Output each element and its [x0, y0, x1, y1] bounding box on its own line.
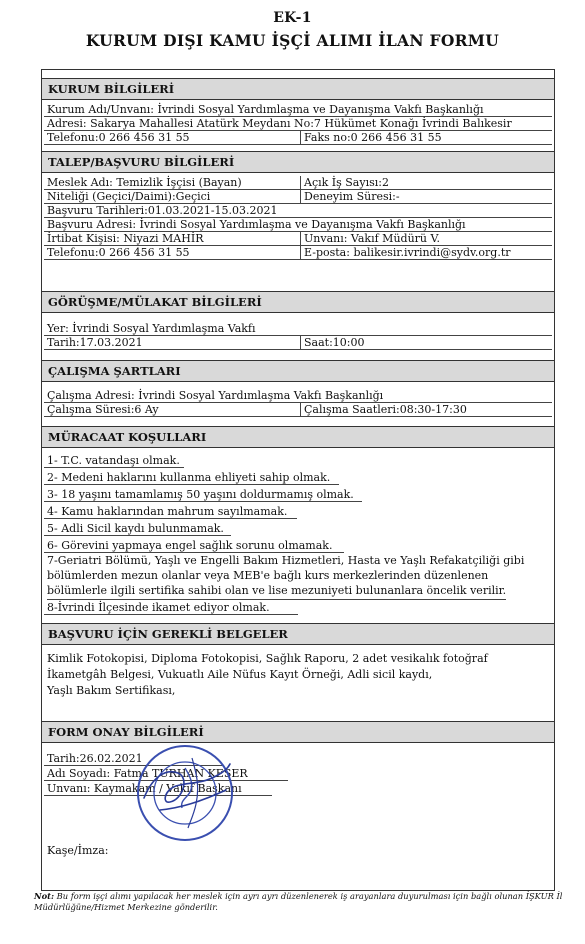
official-seal-signature: [130, 738, 240, 848]
kurum-adres: Adresi: Sakarya Mahallesi Atatürk Meydanı No:7 Hükümet Konağı İvrindi Balıkesir: [47, 117, 512, 130]
talep-tarihler: Başvuru Tarihleri:01.03.2021-15.03.2021: [47, 204, 278, 217]
calisma-adres-row: [44, 389, 552, 403]
form-table: [41, 69, 555, 891]
talep-niteligi: Niteliği (Geçici/Daimi):Geçici: [47, 190, 211, 203]
belgeler-line: İkametgâh Belgesi, Vukuatlı Aile Nüfus Kayıt Örneği, Adli sicil kaydı,: [47, 668, 433, 681]
calisma-adres: Çalışma Adresi: İvrindi Sosyal Yardımlaşma Vakfı Başkanlığı: [47, 389, 384, 402]
section-calisma-heading: ÇALIŞMA ŞARTLARI: [42, 360, 554, 382]
gorusme-tarih-row: [44, 336, 552, 350]
muracaat-item: 4- Kamu haklarından mahrum sayılmamak.: [44, 505, 297, 519]
section-muracaat-heading: MÜRACAAT KOŞULLARI: [42, 426, 554, 448]
talep-nitelik-row: [44, 190, 552, 204]
muracaat-item-7-line: bölümlerden mezun olanlar veya MEB'e bağlı kurs merkezlerinden düzenlenen: [47, 569, 489, 582]
belgeler-line: Yaşlı Bakım Sertifikası,: [47, 684, 176, 697]
muracaat-item-7-line: 7-Geriatri Bölümü, Yaşlı ve Engelli Bakım Hizmetleri, Hasta ve Yaşlı Refakatçiliği gibi: [47, 554, 525, 567]
onay-adi-soyadi: Adı Soyadı: Fatma TURHAN KESER: [47, 767, 248, 780]
talep-tarihler-row: [44, 204, 552, 218]
kurum-adi: Kurum Adı/Unvanı: İvrindi Sosyal Yardımlaşma ve Dayanışma Vakfı Başkanlığı: [47, 103, 484, 116]
form-title: KURUM DIŞI KAMU İŞÇİ ALIMI İLAN FORMU: [85, 31, 500, 50]
section-kurum-heading: KURUM BİLGİLERİ: [42, 78, 554, 100]
talep-meslek-row: [44, 176, 552, 190]
muracaat-item-8: 8-İvrindi İlçesinde ikamet ediyor olmak.: [44, 601, 298, 615]
gorusme-saat: Saat:10:00: [300, 336, 364, 349]
muracaat-item: 5- Adli Sicil kaydı bulunmamak.: [44, 522, 231, 536]
muracaat-item-7-line: bölümlerle ilgili sertifika sahibi olan ve lise mezuniyeti bulunanlara öncelik verilir.: [47, 584, 506, 600]
onay-tarih: Tarih:26.02.2021: [47, 752, 143, 765]
kase-imza-label: Kaşe/İmza:: [47, 844, 109, 857]
talep-unvani: Unvanı: Vakıf Müdürü V.: [300, 232, 440, 245]
section-belgeler-heading: BAŞVURU İÇİN GEREKLİ BELGELER: [42, 623, 554, 645]
talep-meslek: Meslek Adı: Temizlik İşçisi (Bayan): [47, 176, 242, 189]
gorusme-yer: Yer: İvrindi Sosyal Yardımlaşma Vakfı: [47, 322, 256, 335]
belgeler-line: Kimlik Fotokopisi, Diploma Fotokopisi, Sağlık Raporu, 2 adet vesikalık fotoğraf: [47, 652, 488, 665]
talep-irtibat: İrtibat Kişisi: Niyazi MAHİR: [47, 232, 204, 245]
muracaat-item: 1- T.C. vatandaşı olmak.: [44, 454, 184, 468]
talep-deneyim: Deneyim Süresi:-: [300, 190, 400, 203]
onay-unvani: Unvanı: Kaymakam / Vakıf Başkanı: [47, 782, 242, 795]
footnote: [34, 891, 564, 913]
talep-adres: Başvuru Adresi: İvrindi Sosyal Yardımlaşma ve Dayanışma Vakfı Başkanlığı: [47, 218, 466, 231]
footnote-label: Not:: [34, 891, 55, 901]
talep-irtibat-row: [44, 232, 552, 246]
kurum-telefon: Telefonu:0 266 456 31 55: [47, 131, 190, 144]
calisma-sure-row: [44, 403, 552, 417]
kurum-adi-row: [44, 103, 552, 117]
section-onay-heading: FORM ONAY BİLGİLERİ: [42, 721, 554, 743]
muracaat-item: 3- 18 yaşını tamamlamış 50 yaşını doldurmamış olmak.: [44, 488, 362, 502]
muracaat-item: 6- Görevini yapmaya engel sağlık sorunu olmamak.: [44, 539, 344, 553]
calisma-saatler: Çalışma Saatleri:08:30-17:30: [300, 403, 467, 416]
footnote-text: Bu form işçi alımı yapılacak her meslek için ayrı ayrı düzenlenerek iş arayanlara duyurulması için bağlı olunan İŞKUR İl Müdürlüğüne/Hizmet Merkezine gönderilir.: [34, 891, 563, 912]
gorusme-yer-row: [44, 322, 552, 336]
section-talep-heading: TALEP/BAŞVURU BİLGİLERİ: [42, 151, 554, 173]
talep-telefon: Telefonu:0 266 456 31 55: [47, 246, 190, 259]
kurum-adres-row: [44, 117, 552, 131]
talep-eposta: E-posta: balikesir.ivrindi@sydv.org.tr: [300, 246, 511, 259]
gorusme-tarih: Tarih:17.03.2021: [47, 336, 143, 349]
calisma-sure: Çalışma Süresi:6 Ay: [47, 403, 159, 416]
seal-inner-ring: [154, 762, 216, 824]
talep-adres-row: [44, 218, 552, 232]
section-gorusme-heading: GÖRÜŞME/MÜLAKAT BİLGİLERİ: [42, 291, 554, 313]
talep-telefon-row: [44, 246, 552, 260]
muracaat-item: 2- Medeni haklarını kullanma ehliyeti sahip olmak.: [44, 471, 339, 485]
talep-acik-is: Açık İş Sayısı:2: [300, 176, 389, 189]
form-code: EK-1: [273, 10, 312, 26]
kurum-telefon-row: [44, 131, 552, 145]
kurum-faks: Faks no:0 266 456 31 55: [300, 131, 442, 144]
